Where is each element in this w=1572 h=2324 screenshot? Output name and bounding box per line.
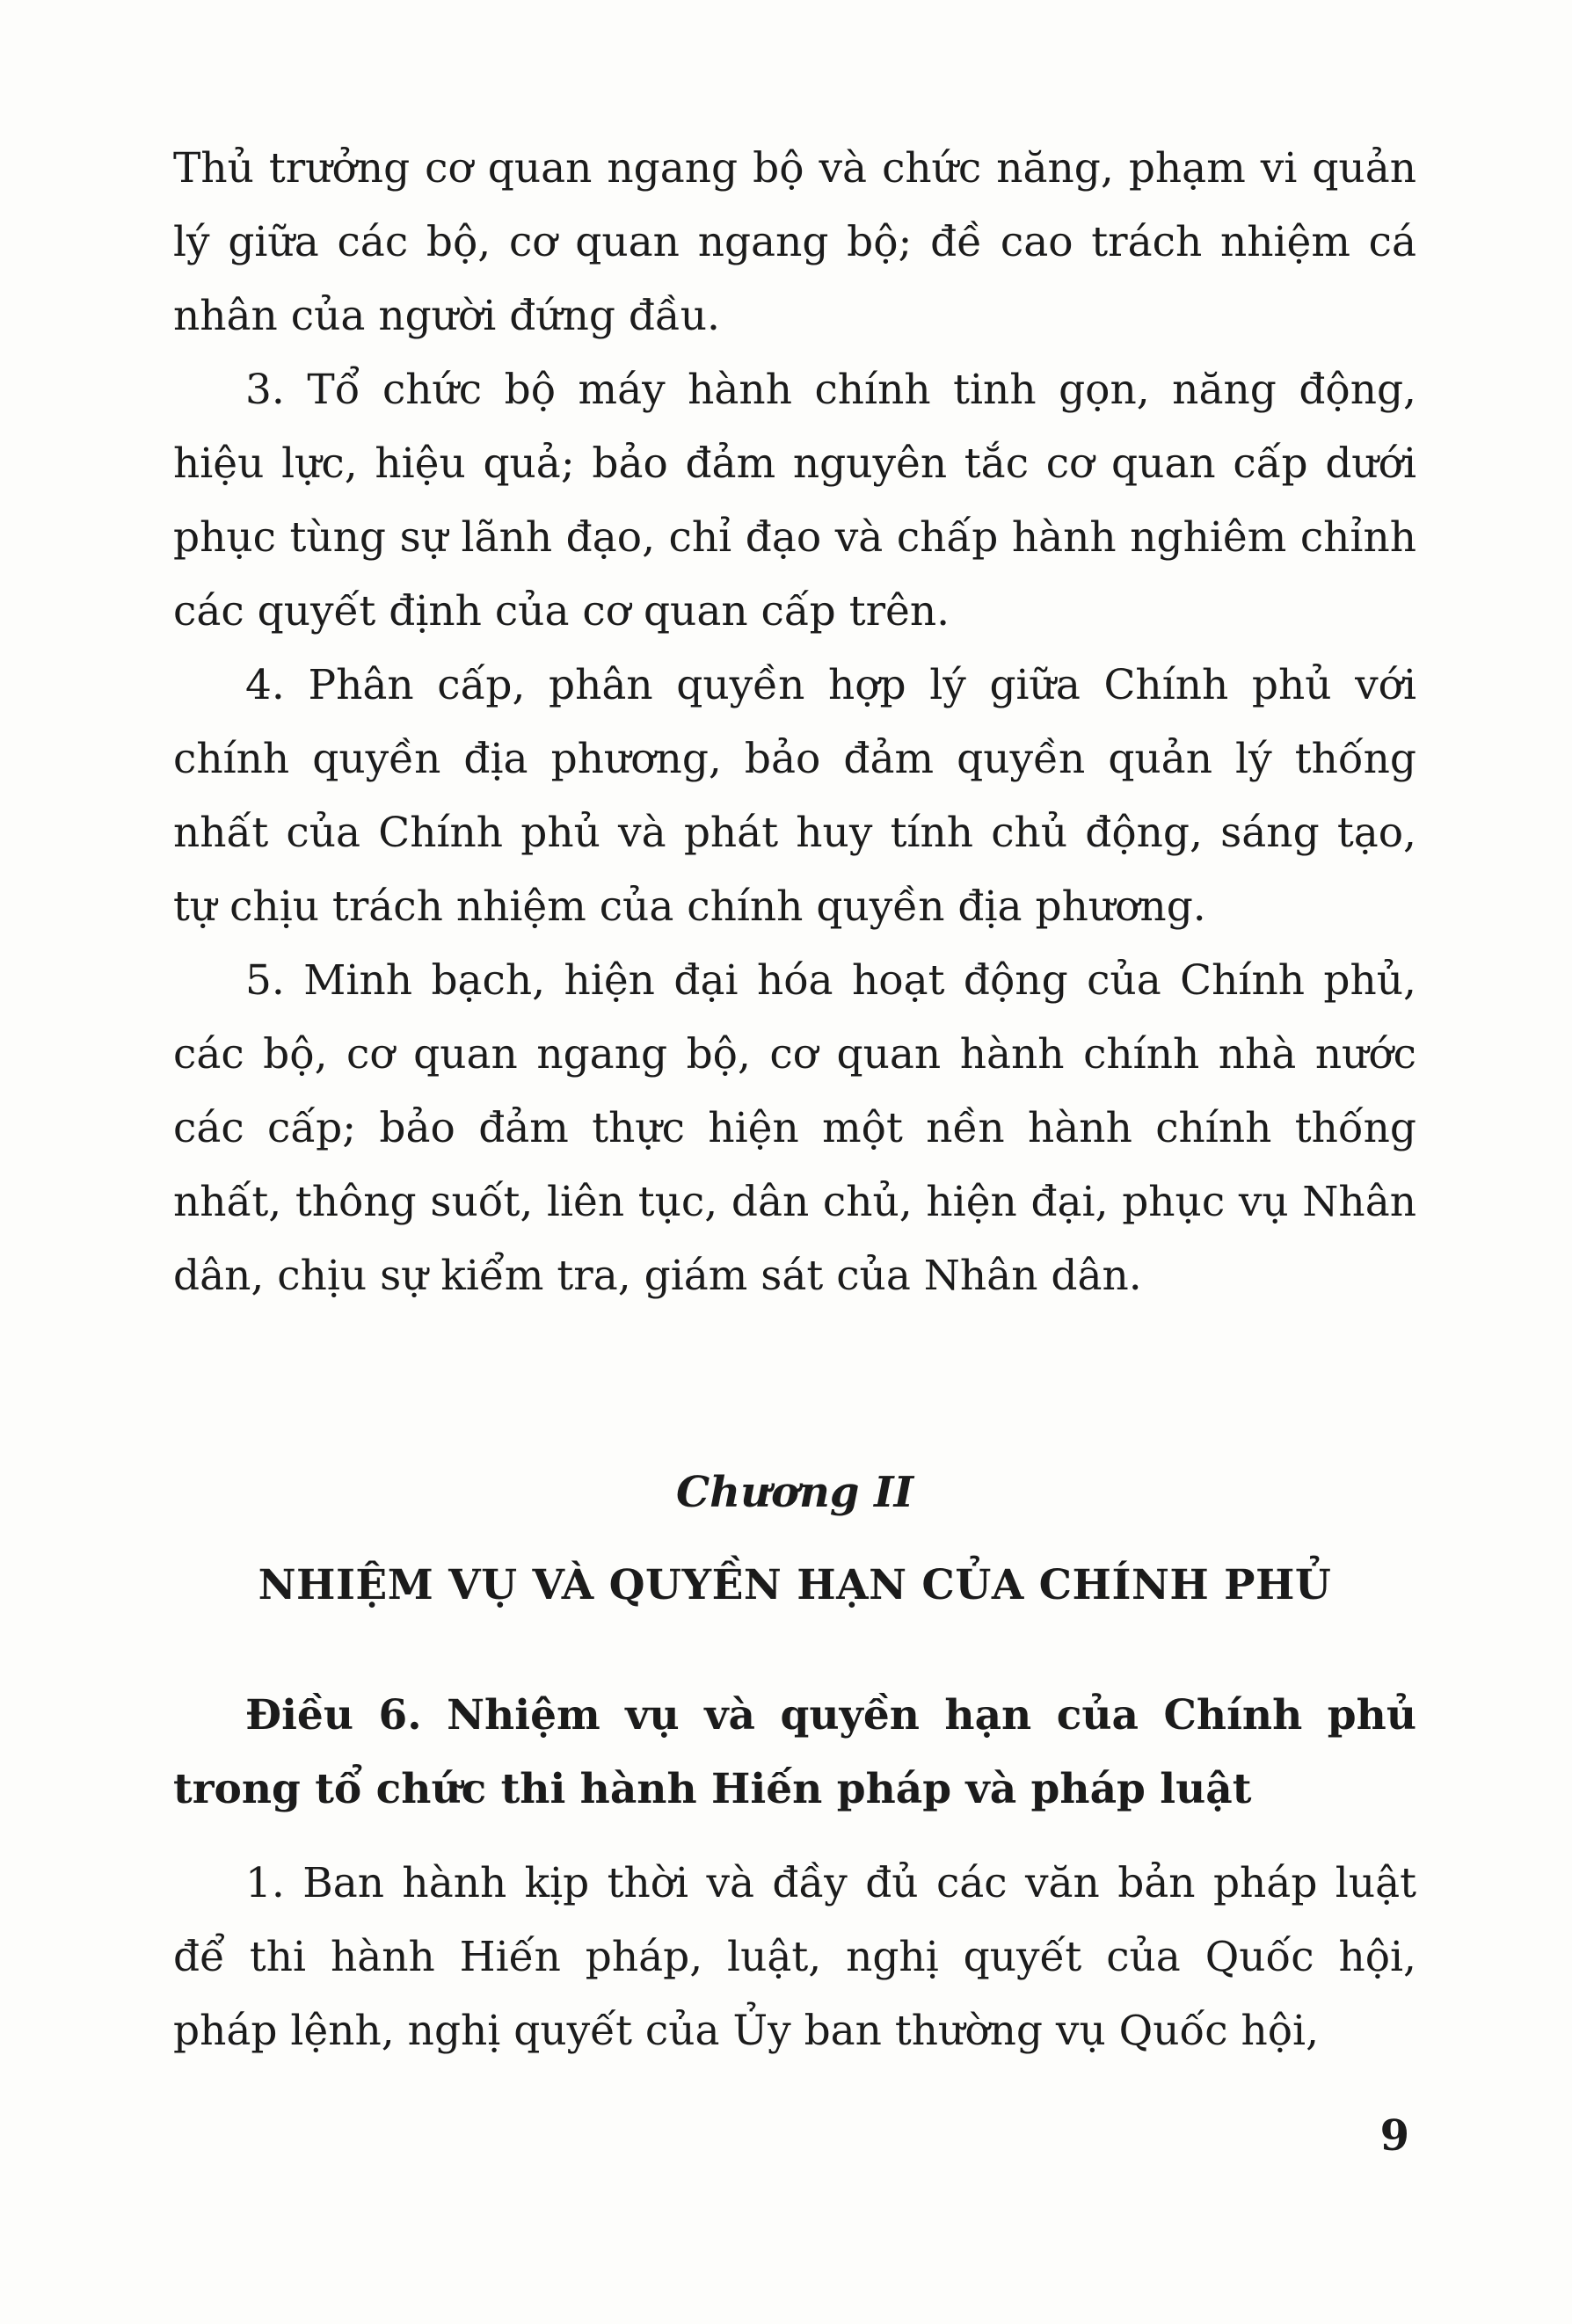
page-number: 9 [1379, 2111, 1409, 2161]
paragraph-item-5: 5. Minh bạch, hiện đại hóa hoạt động của Chính phủ, các bộ, cơ quan ngang bộ, cơ quan hành chính nhà nước các cấp; bảo đảm thực hiện một nền hành chính thống nhất, thông suốt, liên tục, dân chủ, hiện đại, phục vụ Nhân dân, chịu sự kiểm tra, giám sát của Nhân dân. [173, 956, 1416, 1300]
article-heading: Điều 6. Nhiệm vụ và quyền hạn của Chính phủ trong tổ chức thi hành Hiến pháp và pháp luật [173, 1691, 1416, 1813]
chapter-number: Chương II [675, 1468, 914, 1517]
article-paragraph-1: 1. Ban hành kịp thời và đầy đủ các văn bản pháp luật để thi hành Hiến pháp, luật, nghị quyết của Quốc hội, pháp lệnh, nghị quyết của Ủy ban thường vụ Quốc hội, [173, 1859, 1416, 2055]
chapter-title: NHIỆM VỤ VÀ QUYỀN HẠN CỦA CHÍNH PHỦ [258, 1561, 1332, 1609]
paragraph-item-3: 3. Tổ chức bộ máy hành chính tinh gọn, năng động, hiệu lực, hiệu quả; bảo đảm nguyên tắc cơ quan cấp dưới phục tùng sự lãnh đạo, chỉ đạo và chấp hành nghiêm chỉnh các quyết định của cơ quan cấp trên. [173, 366, 1416, 635]
opening-text [173, 132, 1416, 1313]
paragraph-continuation: Thủ trưởng cơ quan ngang bộ và chức năng, phạm vi quản lý giữa các bộ, cơ quan ngang bộ; đề cao trách nhiệm cá nhân của người đứng đầu. [173, 144, 1416, 340]
article-body [173, 1847, 1416, 2068]
paragraph-item-4: 4. Phân cấp, phân quyền hợp lý giữa Chính phủ với chính quyền địa phương, bảo đảm quyền quản lý thống nhất của Chính phủ và phát huy tính chủ động, sáng tạo, tự chịu trách nhiệm của chính quyền địa phương. [173, 661, 1416, 931]
